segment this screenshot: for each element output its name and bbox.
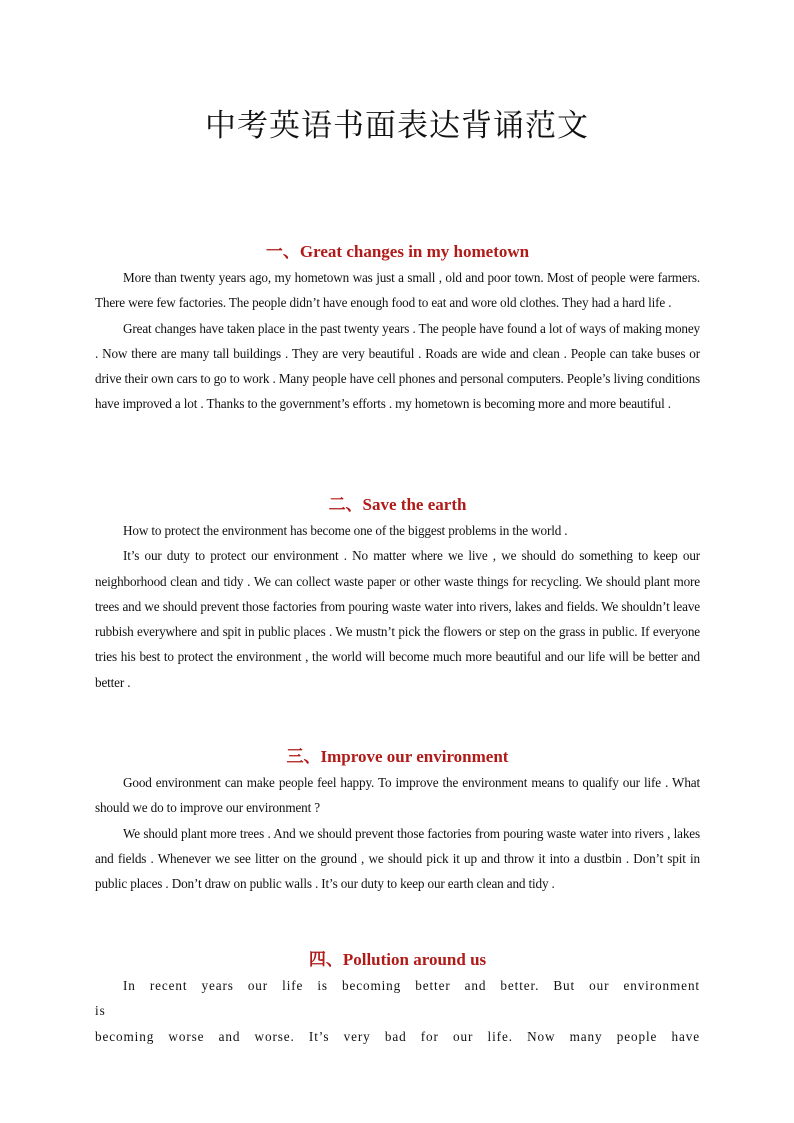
section-heading: 二、Save the earth: [328, 495, 467, 514]
paragraph: Great changes have taken place in the past twenty years . The people have found a lot of ways of making money . Now there are many tall buildings . They are very beautiful . Roads are wide and clean . People can take buses or drive their own cars to go to work . Many people have cell phones and personal computers. People’s living conditions have improved a lot . Thanks to the government’s efforts . my hometown is becoming more and more beautiful .: [95, 320, 700, 412]
section-improve-environment: [95, 744, 700, 896]
paragraph-line: In recent years our life is becoming better and better. But our environment is: [95, 978, 700, 1019]
section-save-the-earth: [95, 492, 700, 695]
paragraph: How to protect the environment has become one of the biggest problems in the world .: [123, 523, 568, 538]
paragraph: Good environment can make people feel happy. To improve the environment means to qualify our life . What should we do to improve our environment ?: [95, 775, 700, 816]
paragraph: More than twenty years ago, my hometown was just a small , old and poor town. Most of people were farmers. There were few factories. The people didn’t have enough food to eat and wore old clothes. They had a hard life .: [95, 270, 700, 311]
section-heading: 一、Great changes in my hometown: [265, 242, 530, 261]
section-heading: 四、Pollution around us: [308, 950, 487, 969]
paragraph: We should plant more trees . And we should prevent those factories from pouring waste water into rivers , lakes and fields . Whenever we see litter on the ground , we should pick it up and throw it into a dustbin . Don’t spit in public places . Don’t draw on public walls . It’s our duty to keep our earth clean and tidy .: [95, 825, 700, 892]
section-heading: 三、Improve our environment: [286, 747, 509, 766]
section-pollution-around-us: [95, 947, 700, 1049]
page-title: 中考英语书面表达背诵范文: [205, 108, 589, 144]
paragraph: It’s our duty to protect our environment . No matter where we live , we should do something to keep our neighborhood clean and tidy . We can collect waste paper or other waste things for recycling. We should plant more trees and we should prevent those factories from pouring waste water into rivers, lakes and fields. We shouldn’t leave rubbish everywhere and spit in public places . We mustn’t pick the flowers or step on the grass in public. If everyone tries his best to protect the environment , the world will become much more beautiful and our life will be better and better .: [95, 548, 700, 690]
section-great-changes: [95, 239, 700, 417]
paragraph-line: becoming worse and worse. It’s very bad for our life. Now many people have: [95, 1028, 700, 1044]
